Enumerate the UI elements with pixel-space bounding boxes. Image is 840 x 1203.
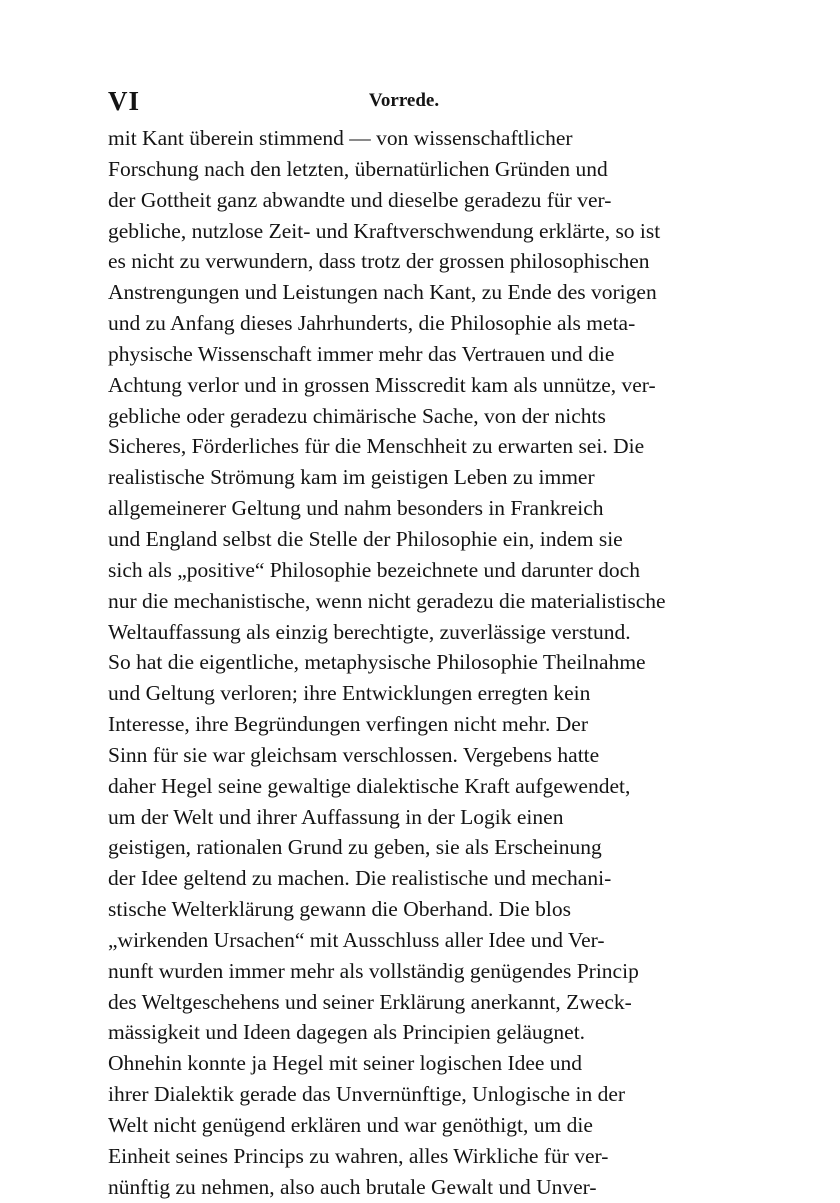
text-line: physische Wissenschaft immer mehr das Vertrauen und die [108, 341, 615, 366]
text-line: „wirkenden Ursachen“ mit Ausschluss aller Idee und Ver- [108, 927, 605, 952]
running-header [108, 86, 700, 116]
text-line: allgemeinerer Geltung und nahm besonders in Frankreich [108, 496, 604, 521]
text-line: der Gottheit ganz abwandte und dieselbe geradezu für ver- [108, 187, 612, 212]
text-line: Welt nicht genügend erklären und war genöthigt, um die [108, 1113, 593, 1137]
text-line: sich als „positive“ Philosophie bezeichnete und darunter doch [108, 557, 640, 582]
text-line: mit Kant überein stimmend — von wissenschaftlicher [108, 126, 573, 150]
text-line: Sinn für sie war gleichsam verschlossen. Vergebens hatte [108, 742, 600, 767]
text-line: gebliche oder geradezu chimärische Sache, von der nichts [108, 403, 606, 428]
text-line: Interesse, ihre Begründungen verfingen nicht mehr. Der [108, 712, 589, 737]
text-line: und zu Anfang dieses Jahrhunderts, die Philosophie als meta- [108, 311, 636, 336]
text-line: und England selbst die Stelle der Philosophie ein, indem sie [108, 526, 623, 551]
text-line: Einheit seines Princips zu wahren, alles Wirkliche für ver- [108, 1143, 609, 1168]
text-line: des Weltgeschehens und seiner Erklärung anerkannt, Zweck- [108, 989, 632, 1014]
text-line: stische Welterklärung gewann die Oberhand. Die blos [108, 897, 571, 922]
text-line: Sicheres, Förderliches für die Menschheit zu erwarten sei. Die [108, 434, 645, 459]
text-line: der Idee geltend zu machen. Die realistische und mechani- [108, 866, 612, 891]
page-number: VI [108, 86, 141, 116]
text-line: ihrer Dialektik gerade das Unvernünftige, Unlogische in der [108, 1082, 626, 1107]
text-line: Forschung nach den letzten, übernatürlichen Gründen und [108, 156, 608, 181]
text-line: gebliche, nutzlose Zeit- und Kraftverschwendung erklärte, so ist [108, 218, 661, 243]
text-line: nünftig zu nehmen, also auch brutale Gewalt und Unver- [108, 1174, 597, 1199]
text-line: realistische Strömung kam im geistigen Leben zu immer [108, 465, 595, 490]
text-line: Ohnehin konnte ja Hegel mit seiner logischen Idee und [108, 1051, 583, 1076]
text-line: So hat die eigentliche, metaphysische Philosophie Theilnahme [108, 650, 646, 675]
text-line: nur die mechanistische, wenn nicht geradezu die materialistische [108, 588, 666, 613]
text-line: Anstrengungen und Leistungen nach Kant, zu Ende des vorigen [108, 280, 657, 305]
text-line: nunft wurden immer mehr als vollständig genügendes Princip [108, 958, 639, 983]
text-line: Weltauffassung als einzig berechtigte, zuverlässige verstund. [108, 619, 631, 644]
text-line: geistigen, rationalen Grund zu geben, sie als Erscheinung [108, 835, 602, 860]
text-line: es nicht zu verwundern, dass trotz der grossen philosophischen [108, 249, 650, 274]
text-line: Achtung verlor und in grossen Misscredit kam als unnütze, ver- [108, 372, 656, 397]
text-line: mässigkeit und Ideen dagegen als Principien geläugnet. [108, 1020, 586, 1045]
body-text [108, 123, 700, 1203]
header-title: Vorrede. [368, 90, 440, 111]
text-line: um der Welt und ihrer Auffassung in der Logik einen [108, 804, 564, 829]
text-line: und Geltung verloren; ihre Entwicklungen erregten kein [108, 681, 591, 706]
text-line: daher Hegel seine gewaltige dialektische Kraft aufgewendet, [108, 773, 631, 798]
